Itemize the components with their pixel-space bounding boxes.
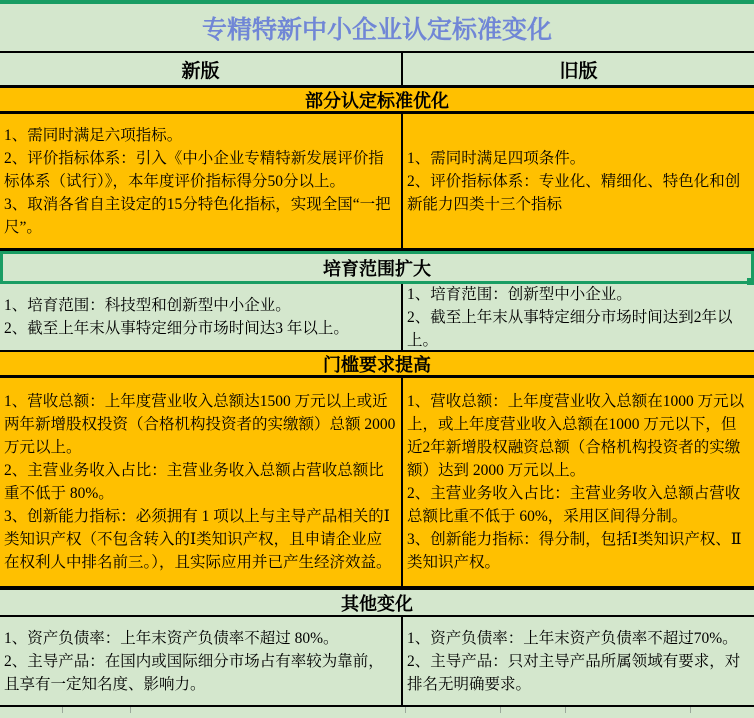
- next-row-gridlines: [0, 707, 754, 713]
- cell-old-scope-expanded[interactable]: [403, 284, 754, 350]
- cell-new-standards-optimized[interactable]: [0, 114, 403, 248]
- gridline: [62, 707, 63, 713]
- text-line: 3、取消各省自主设定的15分特色化指标，实现全国“一把尺”。: [4, 195, 391, 236]
- text-line: 2、主导产品：只对主导产品所属领域有要求，对排名无明确要求。: [407, 652, 741, 693]
- text-line: 1、培育范围：科技型和创新型中小企业。: [4, 297, 291, 314]
- text-line: 2、主导产品：在国内或国际细分市场占有率较为靠前，且享有一定知名度、影响力。: [4, 652, 384, 693]
- text-line: 1、需同时满足六项指标。: [4, 126, 183, 144]
- text-line: 1、资产负债率：上年末资产负债率不超过70%。: [407, 629, 738, 647]
- text-line: 1、营收总额：上年度营业收入总额在1000 万元以上，或上年度营业收入总额在1000 万元以下，但近2年新增股权融资总额（合格机构投资者的实缴额）达到 2000 万元以上。: [407, 393, 745, 479]
- text-line: 2、评价指标体系：专业化、精细化、特色化和创新能力四类十三个指标: [407, 172, 741, 213]
- gridline: [500, 707, 501, 713]
- gridline: [130, 707, 131, 713]
- text-line: 2、截至上年末从事特定细分市场时间达到2年以上。: [407, 308, 733, 349]
- gridline: [565, 707, 566, 713]
- cell-new-other-changes[interactable]: [0, 617, 403, 705]
- section-body-standards-optimized: [0, 114, 754, 251]
- gridline: [405, 707, 406, 713]
- text-line: 3、创新能力指标：必须拥有 1 项以上与主导产品相关的Ⅰ类知识产权（不包含转入的Ⅰ类知识产权，且申请企业应在权利人中排名前三。），且实际应用并已产生经济效益。: [4, 508, 392, 571]
- cell-old-other-changes[interactable]: [403, 617, 754, 705]
- text-line: 1、营收总额：上年度营业收入总额达1500 万元以上或近两年新增股权投资（合格机构投资者的实缴额）总额 2000万元以上。: [4, 393, 396, 456]
- section-header-other-changes[interactable]: 其他变化: [0, 589, 754, 617]
- section-body-other-changes: [0, 617, 754, 707]
- section-header-standards-optimized[interactable]: 部分认定标准优化: [0, 88, 754, 114]
- section-header-threshold-raised[interactable]: 门槛要求提高: [0, 352, 754, 378]
- text-line: 2、主营业务收入占比：主营业务收入总额占营收总额比重不低于 80%。: [4, 462, 384, 502]
- section-body-scope-expanded: [0, 284, 754, 352]
- text-line: 1、培育范围：创新型中小企业。: [407, 285, 632, 303]
- text-line: 2、主营业务收入占比：主营业务收入总额占营收总额比重不低于 60%，采用区间得分制。: [407, 485, 741, 525]
- cell-new-threshold-raised[interactable]: [0, 378, 403, 586]
- text-line: 1、需同时满足四项条件。: [407, 149, 586, 167]
- section-body-threshold-raised: [0, 378, 754, 589]
- text-line: 3、创新能力指标：得分制，包括Ⅰ类知识产权、Ⅱ类知识产权。: [407, 531, 742, 571]
- text-line: 2、评价指标体系：引入《中小企业专精特新发展评价指标体系（试行）》，本年度评价指标得分50分以上。: [4, 149, 384, 190]
- cell-new-scope-expanded[interactable]: [0, 284, 403, 350]
- section-header-scope-expanded[interactable]: [0, 251, 754, 284]
- cell-old-standards-optimized[interactable]: [403, 114, 754, 248]
- section-header-label: 培育范围扩大: [323, 258, 431, 279]
- column-header-old[interactable]: 旧版: [559, 60, 598, 82]
- column-header-new[interactable]: 新版: [0, 53, 403, 85]
- page-title: 专精特新中小企业认定标准变化: [0, 4, 754, 53]
- column-header-row: [0, 53, 754, 88]
- selection-handle[interactable]: [747, 278, 754, 285]
- gridline: [690, 707, 691, 713]
- cell-old-threshold-raised[interactable]: [403, 378, 754, 586]
- text-line: 2、截至上年末从事特定细分市场时间达3 年以上。: [4, 320, 349, 337]
- text-line: 1、资产负债率：上年末资产负债率不超过 80%。: [4, 629, 339, 647]
